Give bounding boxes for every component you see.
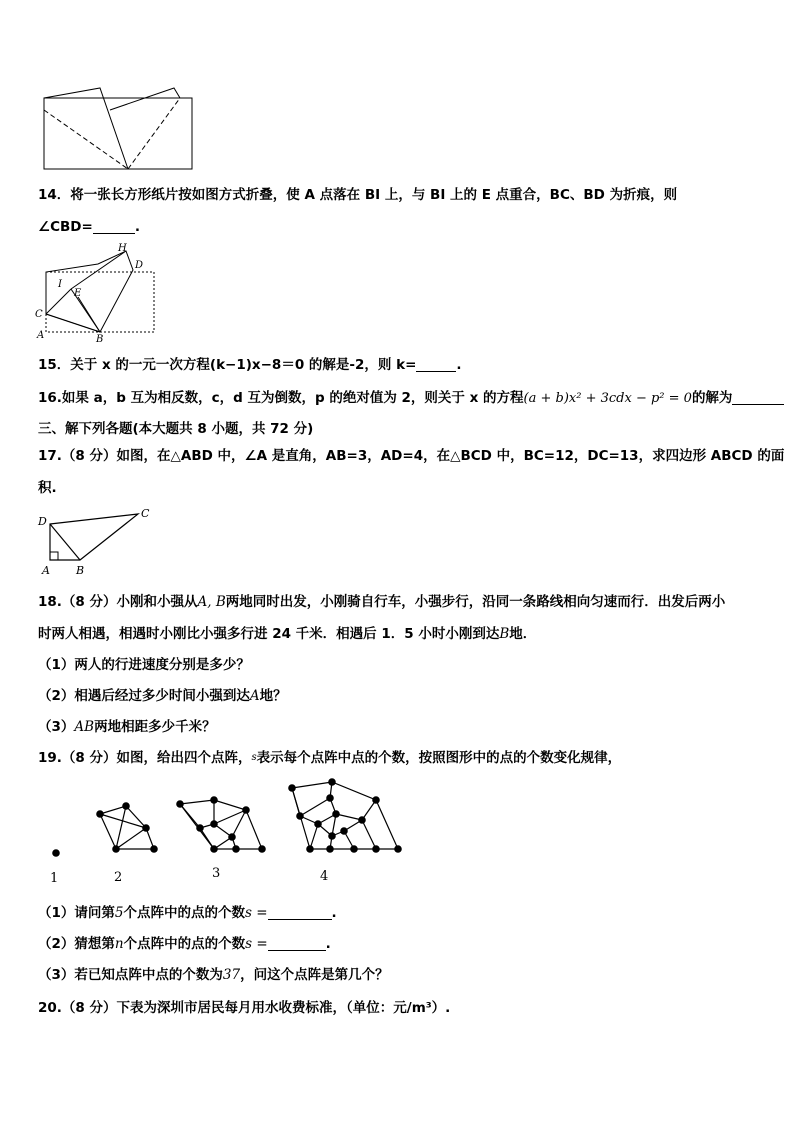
q19-line1-b: 表示每个点阵中点的个数，按照图形中的点的个数变化规律，	[256, 750, 622, 766]
q19-sub3-a: （3）若已知点阵中点的个数为	[38, 967, 223, 983]
q18-line1-b: 两地同时出发，小刚骑自行车，小强步行，沿同一条路线相向匀速而行．出发后两小	[225, 594, 726, 610]
q19-sub2-b: 个点阵中的点的个数	[123, 936, 246, 952]
fig17-label-B: B	[76, 564, 85, 577]
question-15-text: 15．关于 x 的一元一次方程(k−1)x−8＝0 的解是-2，则 k=	[38, 357, 417, 373]
q18-var-ab: A, B	[197, 594, 226, 610]
quadrilateral-figure-17	[34, 504, 159, 578]
dot-pattern-label-3: 3	[212, 866, 221, 881]
answer-blank-19-1	[268, 905, 332, 920]
question-20: 20.（8 分）下表为深圳市居民每月用水收费标准，（单位：元/m³）.	[38, 1000, 451, 1016]
q18-sub2-var: A	[249, 688, 260, 704]
fig14-label-I: I	[58, 279, 62, 290]
answer-blank-19-2	[268, 936, 326, 951]
question-17-line2: 积.	[38, 480, 57, 496]
question-19-sub2	[38, 935, 331, 953]
q18-sub3-var: AB	[74, 719, 95, 735]
question-18-line1	[38, 593, 725, 611]
question-15	[38, 356, 462, 374]
q18-line1-a: 18.（8 分）小刚和小强从	[38, 594, 198, 610]
fig17-label-A: A	[42, 564, 50, 577]
dot-pattern-label-1: 1	[50, 871, 59, 886]
question-14-line1: 14．将一张长方形纸片按如图方式折叠，使 A 点落在 BI 上，与 BI 上的 E 点重合，BC、BD 为折痕，则	[38, 187, 678, 203]
q19-sub1-a: （1）请问第	[38, 905, 115, 921]
question-19-sub3	[38, 966, 389, 984]
fig14-label-H: H	[118, 243, 127, 254]
fig17-label-C: C	[141, 507, 150, 520]
question-18-sub1: （1）两人的行进速度分别是多少？	[38, 657, 250, 673]
q18-sub2-b: 地？	[259, 688, 287, 704]
question-14-line2	[38, 218, 140, 236]
fold-rectangle-figure	[40, 84, 200, 174]
q19-sub1-num: 5	[114, 905, 124, 921]
q19-sub2-a: （2）猜想第	[38, 936, 115, 952]
fig14-label-E: E	[74, 288, 82, 299]
question-19-sub1	[38, 904, 337, 922]
question-14-angle: ∠CBD=	[38, 219, 93, 235]
q19-var-s: s	[251, 752, 257, 763]
answer-blank-16	[732, 390, 784, 405]
q19-sub1-c: .	[331, 905, 337, 921]
question-16-suffix: 的解为	[691, 390, 733, 406]
dot-pattern-label-4: 4	[320, 869, 329, 884]
question-16-equation: (a + b)x² + 3cdx − p² = 0	[523, 391, 692, 406]
q19-line1-a: 19.（8 分）如图，给出四个点阵，	[38, 750, 252, 766]
q19-sub2-var: n	[114, 936, 124, 952]
question-18-sub2	[38, 687, 287, 705]
fig14-label-A: A	[37, 330, 45, 341]
q18-line2-a: 时两人相遇，相遇时小刚比小强多行进 24 千米．相遇后 1．5 小时小刚到达	[38, 626, 500, 642]
question-14-period: .	[134, 219, 140, 235]
fig17-label-D: D	[38, 515, 47, 528]
q19-sub3-b: ，问这个点阵是第几个？	[240, 967, 389, 983]
fig14-label-C: C	[35, 309, 43, 320]
q19-sub1-eq: s =	[245, 905, 268, 921]
fold-figure-14	[32, 242, 162, 342]
q18-sub3-b: 两地相距多少千米？	[94, 719, 216, 735]
q19-sub2-eq: s =	[245, 936, 268, 952]
question-18-line2	[38, 625, 536, 643]
fig14-label-B: B	[96, 334, 104, 342]
q18-sub3-a: （3）	[38, 719, 75, 735]
answer-blank-14	[93, 219, 135, 234]
q19-sub3-num: 37	[222, 967, 241, 983]
question-15-period: .	[456, 357, 462, 373]
dot-pattern-figure-19	[40, 776, 410, 888]
answer-blank-15	[416, 357, 456, 372]
fig14-label-D: D	[135, 260, 144, 271]
q19-sub2-c: .	[325, 936, 331, 952]
q18-var-b: B	[499, 626, 510, 642]
q19-sub1-b: 个点阵中的点的个数	[123, 905, 245, 921]
dot-pattern-label-2: 2	[114, 870, 123, 885]
section-3-title: 三、解下列各题(本大题共 8 小题，共 72 分)	[38, 421, 314, 437]
q18-sub2-a: （2）相遇后经过多少时间小强到达	[38, 688, 250, 704]
question-16	[38, 389, 784, 408]
q18-line2-b: 地．	[509, 626, 537, 642]
question-17-line1: 17.（8 分）如图，在△ABD 中，∠A 是直角，AB=3，AD=4，在△BCD 中，BC=12，DC=13，求四边形 ABCD 的面	[38, 448, 785, 464]
question-18-sub3	[38, 718, 216, 736]
question-19-line1	[38, 749, 621, 767]
question-16-text: 16.如果 a，b 互为相反数，c，d 互为倒数，p 的绝对值为 2，则关于 x 的方程	[38, 390, 524, 406]
